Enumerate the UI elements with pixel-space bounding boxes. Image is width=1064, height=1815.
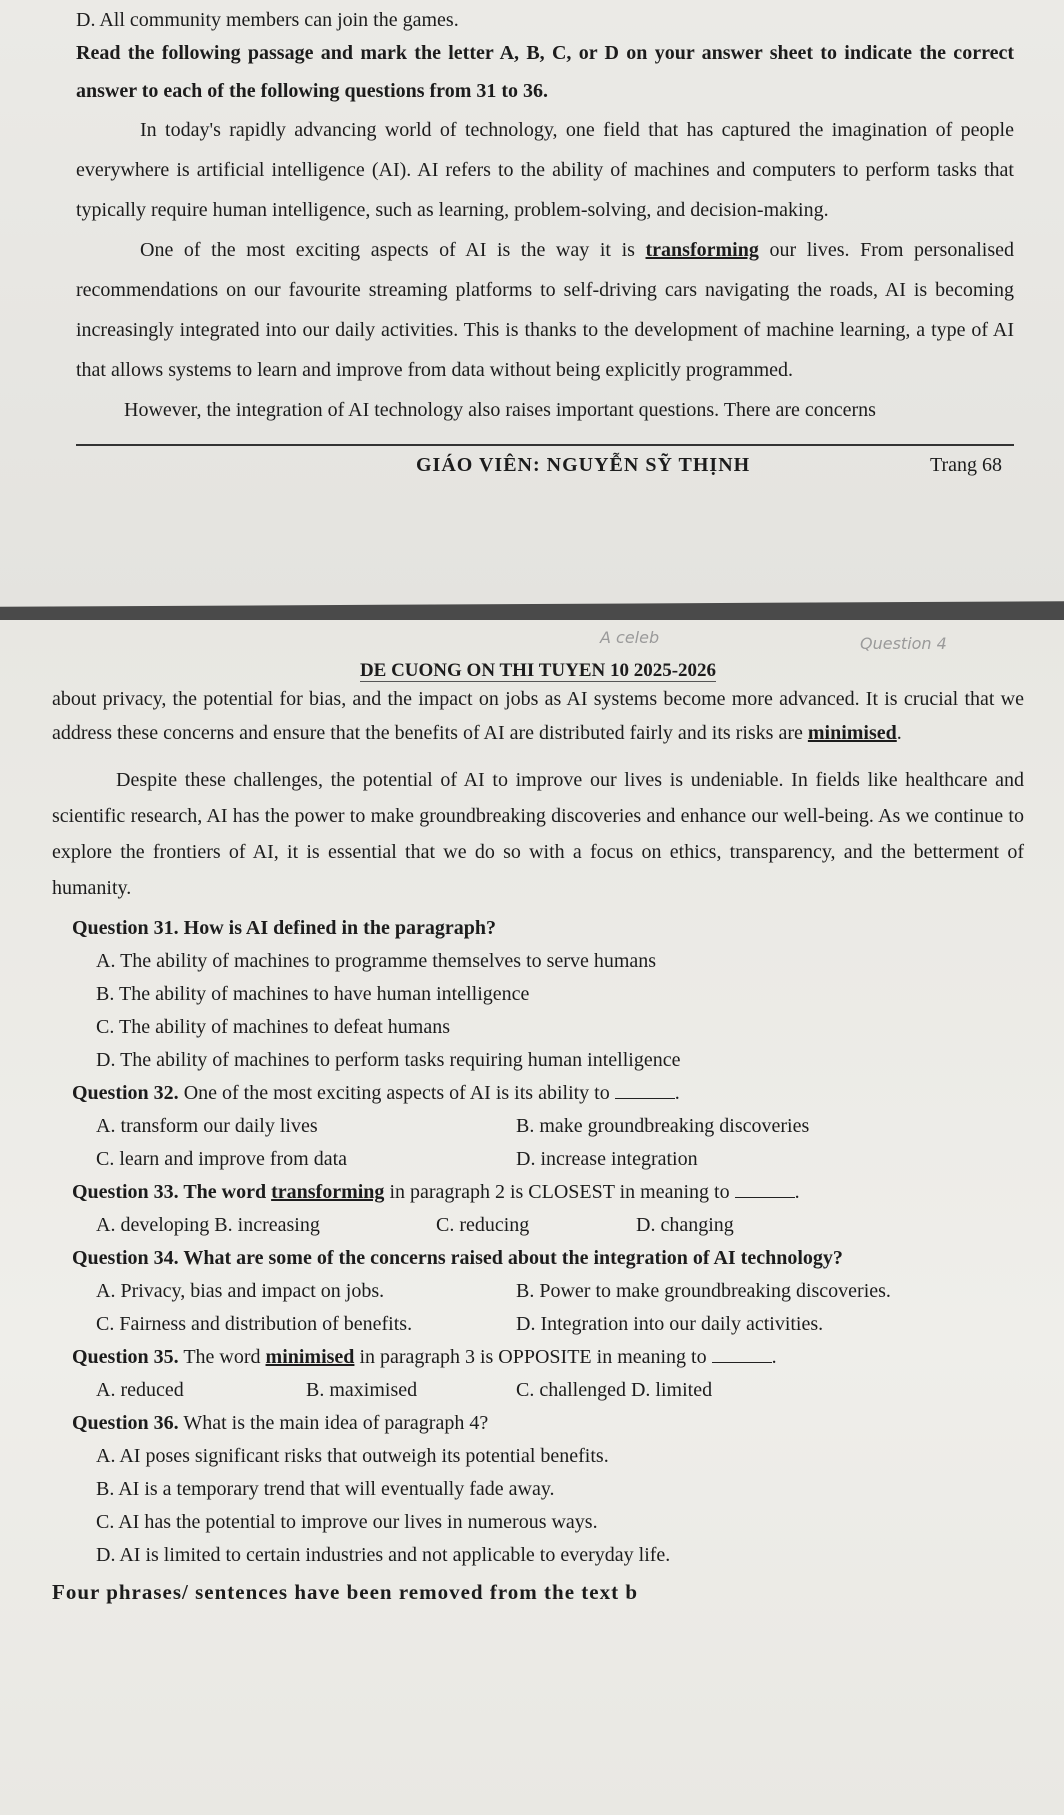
answer-blank: [735, 1179, 795, 1198]
q35-option-b: B. maximised: [306, 1379, 418, 1401]
question-35: Question 35. The word minimised in paragraph 3 is OPPOSITE in meaning to .: [72, 1346, 777, 1368]
questions: [52, 912, 1024, 1572]
footer-page-number: Trang 68: [929, 454, 1002, 476]
question-34: Question 34. What are some of the concerns raised about the integration of AI technology?: [72, 1247, 843, 1269]
q34-option-c: C. Fairness and distribution of benefits.: [96, 1313, 413, 1335]
question-33-text: in paragraph 2 is CLOSEST in meaning to: [384, 1181, 735, 1203]
q33-option-d: D. changing: [636, 1214, 734, 1236]
q34-option-d: D. Integration into our daily activities.: [516, 1313, 824, 1335]
word-transforming: transforming: [645, 239, 759, 261]
q36-option-c: C. AI has the potential to improve our lives in numerous ways.: [96, 1511, 598, 1533]
q32-options-row-2: [72, 1143, 1024, 1176]
instruction: Read the following passage and mark the letter A, B, C, or D on your answer sheet to indicate the correct answer to each of the following questions from 31 to 36.: [76, 42, 1014, 102]
q32-options-row-1: [72, 1110, 1024, 1143]
q33-option-c: C. reducing: [436, 1214, 530, 1236]
q34-option-b: B. Power to make groundbreaking discoveries.: [516, 1280, 891, 1302]
question-33: Question 33. The word transforming in paragraph 2 is CLOSEST in meaning to .: [72, 1181, 800, 1203]
q32-option-a: A. transform our daily lives: [96, 1115, 318, 1137]
question-32: Question 32. One of the most exciting aspects of AI is its ability to .: [72, 1082, 680, 1104]
footer-teacher: GIÁO VIÊN: NGUYỄN SỸ THỊNH: [416, 454, 751, 476]
q33-option-a-b: A. developing B. increasing: [96, 1214, 320, 1236]
word-minimised: minimised: [807, 722, 897, 744]
question-33-label: Question 33. The word: [72, 1181, 272, 1203]
question-32-text: One of the most exciting aspects of AI is its ability to: [178, 1082, 615, 1104]
question-36-label: Question 36.: [72, 1412, 179, 1434]
q34-option-a: A. Privacy, bias and impact on jobs.: [96, 1280, 385, 1302]
q35-word-minimised: minimised: [265, 1346, 355, 1368]
q31-option-a: A. The ability of machines to programme themselves to serve humans: [96, 950, 657, 972]
paragraph-1: In today's rapidly advancing world of technology, one field that has captured the imagination of people everywhere is artificial intelligence (AI). AI refers to the ability of machines and computers to perform tasks that typically require human intelligence, such as learning, problem-solving, and decision-making.: [76, 119, 1014, 221]
bottom-page: [0, 620, 1064, 1815]
q34-options-row-2: [72, 1308, 1024, 1341]
bleed-through-text-2: Question 4: [860, 634, 947, 653]
document-header: [52, 660, 1024, 682]
q32-option-d: D. increase integration: [516, 1148, 698, 1170]
question-35-text-1: The word: [178, 1346, 266, 1368]
q31-option-b: B. The ability of machines to have human intelligence: [96, 983, 530, 1005]
document-header-text: DE CUONG ON THI TUYEN 10 2025-2026: [359, 660, 717, 681]
q36-option-a: A. AI poses significant risks that outweigh its potential benefits.: [96, 1445, 609, 1467]
q32-option-c: C. learn and improve from data: [96, 1148, 348, 1170]
q36-option-b: B. AI is a temporary trend that will eventually fade away.: [96, 1478, 555, 1500]
paragraph-3-tail: .: [896, 722, 902, 744]
question-35-text-2: in paragraph 3 is OPPOSITE in meaning to: [354, 1346, 712, 1368]
q33-word-transforming: transforming: [271, 1181, 385, 1203]
q31-option-d: D. The ability of machines to perform tasks requiring human intelligence: [96, 1049, 681, 1071]
question-36: [72, 1407, 1024, 1440]
bleed-through-text-1: A celeb: [600, 628, 660, 647]
q33-options: [72, 1209, 1024, 1242]
question-36-text: What is the main idea of paragraph 4?: [178, 1412, 489, 1434]
answer-blank: [615, 1080, 675, 1099]
q32-option-b: B. make groundbreaking discoveries: [516, 1115, 810, 1137]
footer-divider: [76, 444, 1014, 446]
q35-options: [72, 1374, 1024, 1407]
q35-option-c-d: C. challenged D. limited: [516, 1379, 713, 1401]
paragraph-3-text: about privacy, the potential for bias, and the impact on jobs as AI systems become more advanced. It is crucial that we address these concerns and ensure that the benefits of AI are distributed fairly and its risks are: [52, 688, 1024, 744]
top-page: [0, 0, 1064, 610]
q36-option-d: D. AI is limited to certain industries and not applicable to everyday life.: [96, 1544, 671, 1566]
q34-options-row-1: [72, 1275, 1024, 1308]
paragraph-3-start: However, the integration of AI technology also raises important questions. There are concerns: [124, 399, 876, 421]
paragraph-4: Despite these challenges, the potential of AI to improve our lives is undeniable. In fields like healthcare and scientific research, AI has the power to make groundbreaking discoveries and enhance our well-being. As we continue to explore the frontiers of AI, it is essential that we do so with a focus on ethics, transparency, and the betterment of humanity.: [52, 769, 1024, 899]
page-footer: [76, 454, 1014, 477]
answer-blank: [712, 1344, 772, 1363]
paragraph-3-continued: [52, 682, 1024, 750]
paragraph-2: [76, 230, 1014, 390]
question-31: Question 31. How is AI defined in the paragraph?: [72, 917, 496, 939]
previous-option-d: D. All community members can join the games.: [76, 9, 459, 31]
q35-option-a: A. reduced: [96, 1379, 184, 1401]
question-32-label: Question 32.: [72, 1082, 179, 1104]
question-35-label: Question 35.: [72, 1346, 179, 1368]
paragraph-2-end: our lives. From personalised recommendations on our favourite streaming platforms to self-driving cars navigating the roads, AI is becoming increasingly integrated into our daily activities. This is thanks to the development of machine learning, a type of AI that allows systems to learn and improve from data without being explicitly programmed.: [76, 239, 1014, 381]
next-section-instruction: Four phrases/ sentences have been removed from the text b: [52, 1580, 639, 1604]
q31-option-c: C. The ability of machines to defeat humans: [96, 1016, 450, 1038]
paragraph-2-start: One of the most exciting aspects of AI is the way it is: [140, 239, 646, 261]
